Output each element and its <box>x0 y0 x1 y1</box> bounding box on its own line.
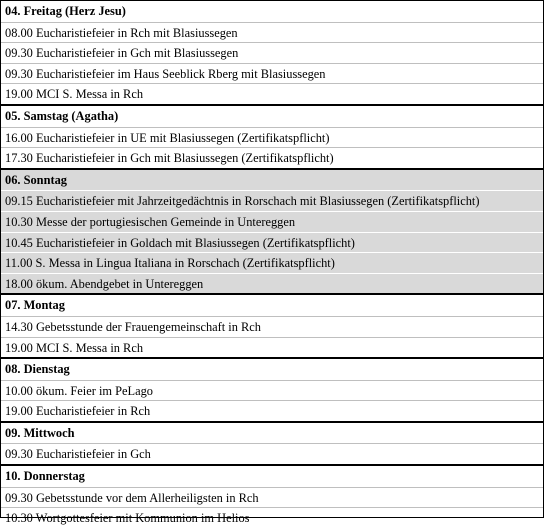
event-row: 10.30 Wortgottesfeier mit Kommunion im Helios <box>1 507 543 528</box>
event-row: 16.00 Eucharistiefeier in UE mit Blasiussegen (Zertifikatspflicht) <box>1 127 543 148</box>
event-row: 19.00 MCI S. Messa in Rch <box>1 337 543 358</box>
event-row: 17.30 Eucharistiefeier in Gch mit Blasiussegen (Zertifikatspflicht) <box>1 147 543 168</box>
day-header: 04. Freitag (Herz Jesu) <box>5 4 126 18</box>
event-row: 14.30 Gebetsstunde der Frauengemeinschaft in Rch <box>1 316 543 337</box>
event-row: 11.00 S. Messa in Lingua Italiana in Rorschach (Zertifikatspflicht) <box>1 252 543 273</box>
event-row: 18.00 ökum. Abendgebet in Untereggen <box>1 273 543 294</box>
event-row: 10.30 Messe der portugiesischen Gemeinde in Untereggen <box>1 211 543 232</box>
event-row: 08.00 Eucharistiefeier in Rch mit Blasiussegen <box>1 22 543 43</box>
event-row: 09.15 Eucharistiefeier mit Jahrzeitgedächtnis in Rorschach mit Blasiussegen (Zertifikatspflicht) <box>1 190 543 211</box>
event-row: 19.00 Eucharistiefeier in Rch <box>1 400 543 421</box>
event-row: 10.45 Eucharistiefeier in Goldach mit Blasiussegen (Zertifikatspflicht) <box>1 232 543 253</box>
day-block-dienstag <box>1 357 543 421</box>
event-row: 09.30 Eucharistiefeier in Gch mit Blasiussegen <box>1 42 543 63</box>
day-block-samstag <box>1 104 543 168</box>
event-row: 10.00 ökum. Feier im PeLago <box>1 380 543 401</box>
day-block-freitag <box>1 1 543 104</box>
day-block-montag <box>1 293 543 357</box>
day-header: 06. Sonntag <box>5 172 67 187</box>
day-header: 10. Donnerstag <box>5 469 85 484</box>
day-header: 09. Mittwoch <box>5 425 75 440</box>
day-header: 05. Samstag (Agatha) <box>5 108 119 123</box>
day-block-mittwoch <box>1 421 543 464</box>
day-block-sonntag <box>1 168 543 294</box>
event-row: 19.00 MCI S. Messa in Rch <box>1 83 543 104</box>
day-block-donnerstag <box>1 464 543 528</box>
event-row: 09.30 Eucharistiefeier im Haus Seeblick Rberg mit Blasiussegen <box>1 63 543 84</box>
event-row: 09.30 Gebetsstunde vor dem Allerheiligsten in Rch <box>1 487 543 508</box>
day-header: 08. Dienstag <box>5 362 70 377</box>
event-row: 09.30 Eucharistiefeier in Gch <box>1 443 543 464</box>
day-header: 07. Montag <box>5 298 65 313</box>
